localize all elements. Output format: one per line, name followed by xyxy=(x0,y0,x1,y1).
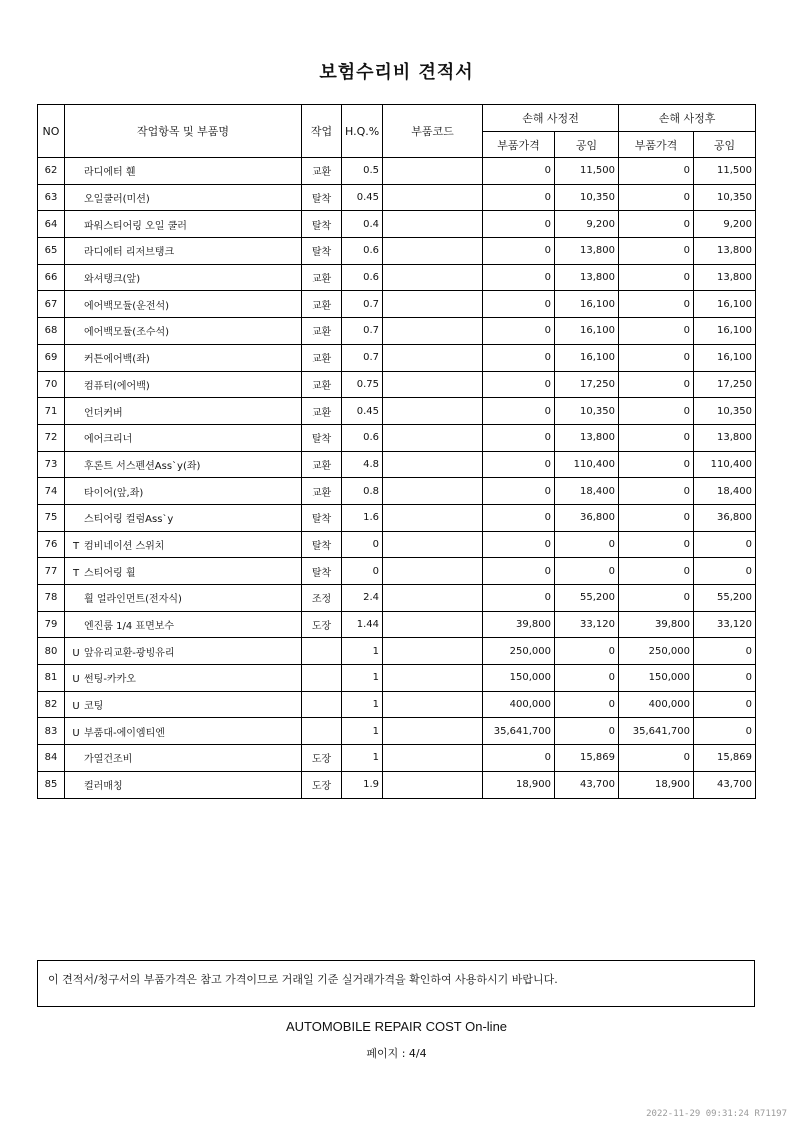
part-price-after: 0 xyxy=(619,504,694,531)
part-price-before: 39,800 xyxy=(483,611,555,638)
item-name: 가열건조비 xyxy=(84,754,133,766)
item-name: 스티어링 컬럼Ass`y xyxy=(84,514,174,526)
row-number: 84 xyxy=(38,745,65,772)
work-type: 교환 xyxy=(302,291,342,318)
part-price-before: 0 xyxy=(483,585,555,612)
work-type: 탈착 xyxy=(302,531,342,558)
part-code xyxy=(383,638,483,665)
hq-value: 4.8 xyxy=(342,451,383,478)
part-code xyxy=(383,238,483,265)
part-code xyxy=(383,371,483,398)
hq-value: 0.7 xyxy=(342,318,383,345)
header-labor-before: 공임 xyxy=(555,132,619,158)
part-price-after: 0 xyxy=(619,344,694,371)
item-name-cell xyxy=(65,745,302,772)
part-price-before: 0 xyxy=(483,451,555,478)
print-timestamp: 2022-11-29 09:31:24 R71197 xyxy=(646,1109,787,1119)
row-number: 74 xyxy=(38,478,65,505)
item-name-cell xyxy=(65,398,302,425)
item-name-cell xyxy=(65,211,302,238)
part-code xyxy=(383,531,483,558)
work-type: 교환 xyxy=(302,344,342,371)
part-price-after: 0 xyxy=(619,585,694,612)
row-number: 79 xyxy=(38,611,65,638)
part-price-after: 0 xyxy=(619,558,694,585)
labor-before: 33,120 xyxy=(555,611,619,638)
item-name: 에어백모듈(운전석) xyxy=(84,300,170,312)
table-row xyxy=(38,451,756,478)
item-name: 컴퓨터(에어백) xyxy=(84,380,150,392)
labor-before: 36,800 xyxy=(555,504,619,531)
item-name-cell xyxy=(65,264,302,291)
labor-after: 0 xyxy=(694,531,756,558)
item-flag: U xyxy=(72,701,80,713)
item-name: 스티어링 휠 xyxy=(84,567,136,579)
table-row xyxy=(38,691,756,718)
work-type xyxy=(302,691,342,718)
header-part-price-after: 부품가격 xyxy=(619,132,694,158)
row-number: 85 xyxy=(38,771,65,798)
labor-before: 18,400 xyxy=(555,478,619,505)
item-name: 앞유리교환-광빙유리 xyxy=(84,647,175,659)
part-price-after: 39,800 xyxy=(619,611,694,638)
table-row xyxy=(38,318,756,345)
hq-value: 0 xyxy=(342,531,383,558)
part-price-before: 0 xyxy=(483,531,555,558)
part-price-after: 0 xyxy=(619,291,694,318)
item-name-cell xyxy=(65,665,302,692)
work-type: 도장 xyxy=(302,611,342,638)
item-name-cell xyxy=(65,318,302,345)
part-code xyxy=(383,478,483,505)
work-type xyxy=(302,638,342,665)
hq-value: 0.8 xyxy=(342,478,383,505)
row-number: 82 xyxy=(38,691,65,718)
table-row xyxy=(38,771,756,798)
item-flag: U xyxy=(72,647,80,659)
item-name-cell xyxy=(65,291,302,318)
labor-after: 33,120 xyxy=(694,611,756,638)
item-name: 라디에터 리저브탱크 xyxy=(84,247,175,259)
labor-before: 16,100 xyxy=(555,318,619,345)
labor-after: 10,350 xyxy=(694,398,756,425)
item-flag: U xyxy=(72,727,80,739)
footer-brand: AUTOMOBILE REPAIR COST On-line xyxy=(285,1019,508,1034)
work-type: 탈착 xyxy=(302,558,342,585)
row-number: 70 xyxy=(38,371,65,398)
table-row xyxy=(38,344,756,371)
part-code xyxy=(383,771,483,798)
labor-before: 13,800 xyxy=(555,238,619,265)
labor-after: 0 xyxy=(694,691,756,718)
work-type: 탈착 xyxy=(302,184,342,211)
row-number: 75 xyxy=(38,504,65,531)
table-row xyxy=(38,638,756,665)
part-code xyxy=(383,585,483,612)
header-labor-after: 공임 xyxy=(694,132,756,158)
part-price-after: 0 xyxy=(619,451,694,478)
part-code xyxy=(383,451,483,478)
labor-after: 0 xyxy=(694,665,756,692)
table-row xyxy=(38,424,756,451)
work-type: 교환 xyxy=(302,264,342,291)
item-name: 컴비네이션 스위치 xyxy=(84,540,165,552)
part-price-after: 0 xyxy=(619,398,694,425)
labor-before: 16,100 xyxy=(555,291,619,318)
part-price-after: 250,000 xyxy=(619,638,694,665)
hq-value: 0.6 xyxy=(342,238,383,265)
page-number: 페이지 : 4/4 xyxy=(366,1047,427,1060)
header-hq: H.Q.% xyxy=(342,105,383,158)
header-no: NO xyxy=(38,105,65,158)
part-code xyxy=(383,691,483,718)
work-type: 교환 xyxy=(302,398,342,425)
part-price-before: 0 xyxy=(483,558,555,585)
labor-before: 0 xyxy=(555,638,619,665)
part-price-before: 0 xyxy=(483,371,555,398)
labor-after: 13,800 xyxy=(694,264,756,291)
item-name: 부품대-에이엠티엔 xyxy=(84,727,165,739)
item-name-cell xyxy=(65,158,302,185)
item-name-cell xyxy=(65,238,302,265)
labor-after: 16,100 xyxy=(694,344,756,371)
table-row xyxy=(38,531,756,558)
item-name-cell xyxy=(65,478,302,505)
part-price-before: 0 xyxy=(483,344,555,371)
row-number: 69 xyxy=(38,344,65,371)
table-row xyxy=(38,478,756,505)
part-price-after: 400,000 xyxy=(619,691,694,718)
work-type: 교환 xyxy=(302,158,342,185)
hq-value: 0.5 xyxy=(342,158,383,185)
hq-value: 0.45 xyxy=(342,184,383,211)
hq-value: 0.6 xyxy=(342,264,383,291)
item-name-cell xyxy=(65,451,302,478)
labor-after: 13,800 xyxy=(694,238,756,265)
item-name-cell xyxy=(65,184,302,211)
table-row xyxy=(38,158,756,185)
labor-after: 18,400 xyxy=(694,478,756,505)
item-name-cell xyxy=(65,611,302,638)
part-price-after: 0 xyxy=(619,158,694,185)
item-name-cell xyxy=(65,531,302,558)
part-price-before: 0 xyxy=(483,424,555,451)
labor-after: 0 xyxy=(694,718,756,745)
table-row xyxy=(38,665,756,692)
table-row xyxy=(38,184,756,211)
part-code xyxy=(383,424,483,451)
labor-after: 0 xyxy=(694,558,756,585)
item-flag: T xyxy=(72,567,80,579)
header-item: 작업항목 및 부품명 xyxy=(65,105,302,158)
part-price-before: 0 xyxy=(483,478,555,505)
part-price-after: 0 xyxy=(619,478,694,505)
part-price-before: 0 xyxy=(483,504,555,531)
item-name: 썬팅-카카오 xyxy=(84,674,136,686)
table-row xyxy=(38,398,756,425)
table-row xyxy=(38,504,756,531)
header-before-adjustment: 손해 사정전 xyxy=(483,105,619,132)
hq-value: 1.9 xyxy=(342,771,383,798)
part-price-after: 35,641,700 xyxy=(619,718,694,745)
labor-before: 0 xyxy=(555,691,619,718)
labor-before: 11,500 xyxy=(555,158,619,185)
estimate-rows xyxy=(38,158,756,799)
part-code xyxy=(383,504,483,531)
labor-before: 10,350 xyxy=(555,398,619,425)
part-price-before: 250,000 xyxy=(483,638,555,665)
labor-after: 16,100 xyxy=(694,318,756,345)
work-type: 교환 xyxy=(302,451,342,478)
hq-value: 1 xyxy=(342,718,383,745)
item-flag: T xyxy=(72,540,80,552)
hq-value: 1 xyxy=(342,691,383,718)
row-number: 76 xyxy=(38,531,65,558)
part-code xyxy=(383,318,483,345)
labor-before: 10,350 xyxy=(555,184,619,211)
item-name-cell xyxy=(65,558,302,585)
item-name: 오일쿨러(미션) xyxy=(84,194,150,206)
labor-after: 55,200 xyxy=(694,585,756,612)
hq-value: 0.45 xyxy=(342,398,383,425)
work-type: 도장 xyxy=(302,745,342,772)
labor-before: 0 xyxy=(555,665,619,692)
item-name-cell xyxy=(65,638,302,665)
part-price-after: 150,000 xyxy=(619,665,694,692)
labor-before: 43,700 xyxy=(555,771,619,798)
part-price-before: 0 xyxy=(483,238,555,265)
item-name: 타이어(앞,좌) xyxy=(84,487,144,499)
item-name-cell xyxy=(65,771,302,798)
labor-after: 43,700 xyxy=(694,771,756,798)
item-name: 에어크리너 xyxy=(84,434,133,446)
item-name: 컬러매칭 xyxy=(84,781,123,793)
row-number: 81 xyxy=(38,665,65,692)
document-title: 보험수리비 견적서 xyxy=(319,62,474,83)
row-number: 62 xyxy=(38,158,65,185)
work-type: 탈착 xyxy=(302,424,342,451)
work-type xyxy=(302,718,342,745)
table-row xyxy=(38,238,756,265)
part-price-before: 150,000 xyxy=(483,665,555,692)
hq-value: 1 xyxy=(342,665,383,692)
part-price-after: 0 xyxy=(619,211,694,238)
part-code xyxy=(383,158,483,185)
labor-before: 13,800 xyxy=(555,424,619,451)
part-price-before: 400,000 xyxy=(483,691,555,718)
item-name: 후론트 서스펜션Ass`y(좌) xyxy=(84,460,201,472)
notice-box xyxy=(37,960,755,1007)
table-row xyxy=(38,745,756,772)
hq-value: 1.6 xyxy=(342,504,383,531)
hq-value: 0.6 xyxy=(342,424,383,451)
estimate-table xyxy=(37,104,756,799)
header-part-price-before: 부품가격 xyxy=(483,132,555,158)
hq-value: 1 xyxy=(342,745,383,772)
table-row xyxy=(38,211,756,238)
row-number: 66 xyxy=(38,264,65,291)
work-type: 탈착 xyxy=(302,238,342,265)
part-price-after: 0 xyxy=(619,745,694,772)
item-name: 커튼에어백(좌) xyxy=(84,354,150,366)
labor-after: 36,800 xyxy=(694,504,756,531)
row-number: 83 xyxy=(38,718,65,745)
part-price-after: 18,900 xyxy=(619,771,694,798)
part-code xyxy=(383,718,483,745)
row-number: 71 xyxy=(38,398,65,425)
row-number: 77 xyxy=(38,558,65,585)
table-row xyxy=(38,585,756,612)
part-price-after: 0 xyxy=(619,371,694,398)
hq-value: 0.75 xyxy=(342,371,383,398)
part-code xyxy=(383,611,483,638)
part-price-after: 0 xyxy=(619,424,694,451)
part-price-before: 0 xyxy=(483,158,555,185)
labor-before: 15,869 xyxy=(555,745,619,772)
header-after-adjustment: 손해 사정후 xyxy=(619,105,756,132)
row-number: 73 xyxy=(38,451,65,478)
item-name: 와셔탱크(앞) xyxy=(84,274,141,286)
labor-before: 0 xyxy=(555,718,619,745)
work-type: 조정 xyxy=(302,585,342,612)
hq-value: 1 xyxy=(342,638,383,665)
item-name: 코팅 xyxy=(84,701,104,713)
part-code xyxy=(383,398,483,425)
header-part-code: 부품코드 xyxy=(383,105,483,158)
row-number: 80 xyxy=(38,638,65,665)
part-price-before: 0 xyxy=(483,211,555,238)
part-code xyxy=(383,184,483,211)
item-name: 라디에터 휀 xyxy=(84,167,136,179)
part-price-before: 0 xyxy=(483,291,555,318)
item-name-cell xyxy=(65,718,302,745)
item-name: 파워스티어링 오일 쿨러 xyxy=(84,220,187,232)
work-type: 도장 xyxy=(302,771,342,798)
work-type: 탈착 xyxy=(302,504,342,531)
labor-before: 13,800 xyxy=(555,264,619,291)
item-name-cell xyxy=(65,585,302,612)
header-work: 작업 xyxy=(302,105,342,158)
labor-after: 9,200 xyxy=(694,211,756,238)
labor-after: 16,100 xyxy=(694,291,756,318)
row-number: 67 xyxy=(38,291,65,318)
hq-value: 0.4 xyxy=(342,211,383,238)
labor-after: 13,800 xyxy=(694,424,756,451)
item-flag: U xyxy=(72,674,80,686)
table-row xyxy=(38,611,756,638)
item-name: 엔진룸 1/4 표면보수 xyxy=(84,621,175,633)
work-type: 탈착 xyxy=(302,211,342,238)
item-name: 언더커버 xyxy=(84,407,123,419)
labor-before: 0 xyxy=(555,558,619,585)
part-price-after: 0 xyxy=(619,531,694,558)
part-code xyxy=(383,665,483,692)
part-code xyxy=(383,558,483,585)
part-price-before: 0 xyxy=(483,264,555,291)
notice-text: 이 견적서/청구서의 부품가격은 참고 가격이므로 거래일 기준 실거래가격을 확인하여 사용하시기 바랍니다. xyxy=(48,973,558,986)
part-price-before: 18,900 xyxy=(483,771,555,798)
labor-after: 10,350 xyxy=(694,184,756,211)
part-code xyxy=(383,344,483,371)
row-number: 64 xyxy=(38,211,65,238)
part-price-before: 35,641,700 xyxy=(483,718,555,745)
hq-value: 0 xyxy=(342,558,383,585)
item-name-cell xyxy=(65,691,302,718)
part-code xyxy=(383,264,483,291)
part-price-before: 0 xyxy=(483,745,555,772)
table-row xyxy=(38,264,756,291)
item-name: 에어백모듈(조수석) xyxy=(84,327,170,339)
hq-value: 0.7 xyxy=(342,291,383,318)
labor-after: 17,250 xyxy=(694,371,756,398)
part-code xyxy=(383,291,483,318)
labor-before: 55,200 xyxy=(555,585,619,612)
row-number: 78 xyxy=(38,585,65,612)
part-price-after: 0 xyxy=(619,238,694,265)
item-name-cell xyxy=(65,424,302,451)
item-name: 휠 얼라인먼트(전자식) xyxy=(84,594,182,606)
table-row xyxy=(38,718,756,745)
part-code xyxy=(383,745,483,772)
part-price-after: 0 xyxy=(619,264,694,291)
labor-before: 110,400 xyxy=(555,451,619,478)
work-type: 교환 xyxy=(302,478,342,505)
part-price-before: 0 xyxy=(483,318,555,345)
labor-before: 9,200 xyxy=(555,211,619,238)
hq-value: 0.7 xyxy=(342,344,383,371)
labor-before: 0 xyxy=(555,531,619,558)
labor-before: 16,100 xyxy=(555,344,619,371)
part-price-before: 0 xyxy=(483,398,555,425)
part-price-after: 0 xyxy=(619,184,694,211)
item-name-cell xyxy=(65,371,302,398)
part-price-after: 0 xyxy=(619,318,694,345)
work-type: 교환 xyxy=(302,371,342,398)
row-number: 68 xyxy=(38,318,65,345)
work-type: 교환 xyxy=(302,318,342,345)
item-name-cell xyxy=(65,344,302,371)
labor-after: 110,400 xyxy=(694,451,756,478)
row-number: 65 xyxy=(38,238,65,265)
row-number: 63 xyxy=(38,184,65,211)
item-name-cell xyxy=(65,504,302,531)
labor-after: 15,869 xyxy=(694,745,756,772)
labor-before: 17,250 xyxy=(555,371,619,398)
hq-value: 1.44 xyxy=(342,611,383,638)
labor-after: 0 xyxy=(694,638,756,665)
row-number: 72 xyxy=(38,424,65,451)
part-price-before: 0 xyxy=(483,184,555,211)
hq-value: 2.4 xyxy=(342,585,383,612)
work-type xyxy=(302,665,342,692)
table-row xyxy=(38,558,756,585)
table-row xyxy=(38,291,756,318)
table-row xyxy=(38,371,756,398)
part-code xyxy=(383,211,483,238)
labor-after: 11,500 xyxy=(694,158,756,185)
